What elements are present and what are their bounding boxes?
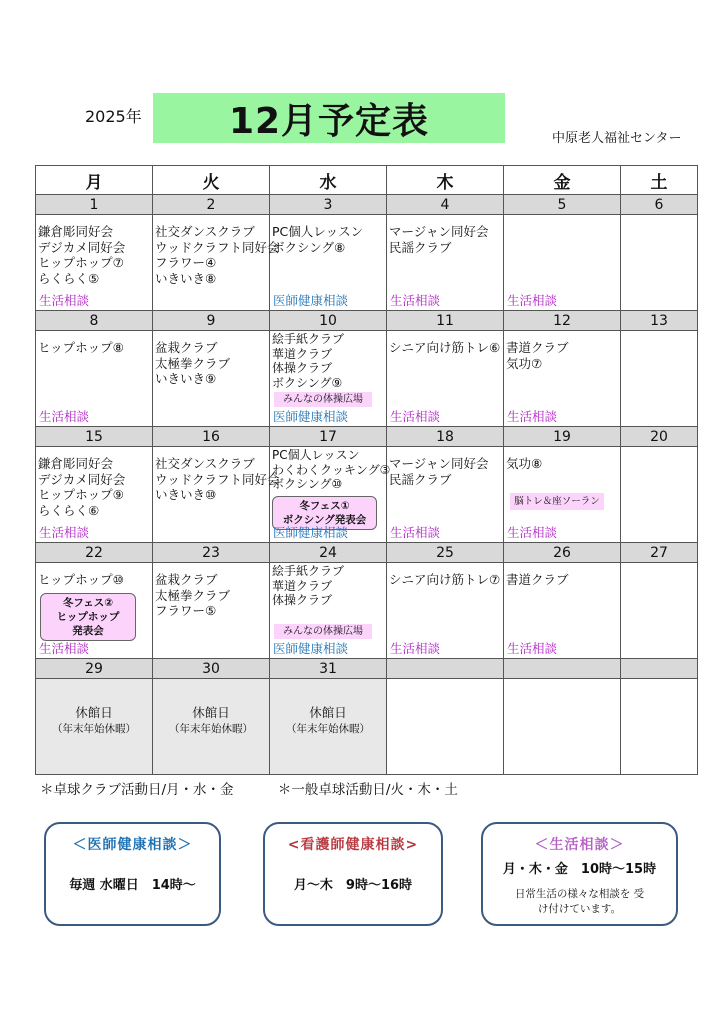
day-cell-tue	[153, 331, 270, 427]
activity-list	[504, 563, 620, 588]
day-cell-thu	[387, 563, 504, 659]
date-number-wed: 31	[270, 659, 387, 679]
date-number-fri: 26	[504, 543, 621, 563]
day-cell-fri	[504, 215, 621, 311]
day-cell-wed	[270, 215, 387, 311]
day-cell-tue	[153, 447, 280, 543]
life-consultation-box	[481, 822, 678, 926]
date-number-wed: 10	[270, 311, 387, 331]
closed-notice	[270, 679, 386, 737]
activity-item: いきいき⑧	[155, 270, 217, 286]
activity-list	[621, 331, 697, 340]
date-number-thu	[387, 659, 504, 679]
calendar-table	[35, 165, 698, 775]
doctor-consultation-label: 医師健康相談	[273, 408, 349, 424]
activity-list	[270, 331, 386, 390]
date-number-wed: 17	[270, 427, 387, 447]
activity-item: わくわくクッキング③	[272, 462, 391, 477]
date-number-fri	[504, 659, 621, 679]
activity-list	[36, 447, 152, 518]
activity-item: ボクシング⑩	[272, 477, 343, 491]
life-consultation-label: 生活相談	[390, 292, 441, 308]
weekday-mon: 月	[36, 166, 153, 195]
date-row	[36, 311, 698, 331]
activity-row	[36, 563, 698, 659]
date-row	[36, 543, 698, 563]
closed-notice	[36, 679, 152, 737]
date-number-tue: 16	[153, 427, 270, 447]
life-consultation-label: 生活相談	[39, 408, 90, 424]
activity-item: ボクシング⑧	[272, 239, 346, 255]
activity-item: ヒップホップ⑨	[38, 487, 124, 502]
day-cell-wed	[270, 679, 387, 775]
activity-row	[36, 447, 698, 543]
date-number-fri: 19	[504, 427, 621, 447]
activity-item: 絵手紙クラブ	[272, 332, 345, 346]
activity-item: 社交ダンスクラブ	[155, 456, 255, 471]
activity-item: 鎌倉彫同好会	[38, 456, 114, 471]
activity-list	[36, 215, 152, 286]
nurse-consultation-box	[263, 822, 443, 926]
special-event-line: 冬フェス①	[299, 500, 350, 512]
activity-item: いきいき⑨	[155, 371, 217, 386]
activity-list	[153, 331, 269, 387]
closed-reason: （年末年始休暇）	[286, 723, 370, 735]
activity-list	[621, 563, 697, 572]
activity-item: ボクシング⑨	[272, 375, 343, 390]
activity-item: 民謡クラブ	[389, 239, 452, 255]
life-consultation-title: ＜生活相談＞	[534, 837, 625, 853]
date-number-mon: 8	[36, 311, 153, 331]
page-title: 12月予定表	[153, 93, 505, 143]
activity-list	[270, 563, 386, 608]
day-cell-mon	[36, 215, 153, 311]
date-number-wed: 24	[270, 543, 387, 563]
date-number-thu: 25	[387, 543, 504, 563]
event-tag: 脳トレ＆座ソーラン	[510, 493, 604, 510]
date-number-thu: 18	[387, 427, 504, 447]
activity-row	[36, 331, 698, 427]
doctor-consultation-label: 医師健康相談	[273, 292, 349, 308]
doctor-consultation-label: 医師健康相談	[273, 640, 349, 656]
activity-list	[621, 447, 697, 456]
special-event-line: ヒップホップ	[56, 611, 120, 623]
activity-list	[504, 447, 620, 472]
weekday-fri: 金	[504, 166, 621, 195]
closed-label: 休館日	[75, 705, 113, 720]
day-cell-mon	[36, 331, 153, 427]
activity-list	[621, 679, 697, 688]
day-cell-wed	[270, 563, 387, 659]
day-cell-fri	[504, 447, 621, 543]
organization-name: 中原老人福祉センター	[552, 131, 682, 146]
weekday-thu: 木	[387, 166, 504, 195]
day-cell-sat	[621, 563, 698, 659]
activity-item: デジカメ同好会	[38, 239, 126, 255]
activity-item: 体操クラブ	[272, 593, 333, 607]
activity-list	[153, 447, 280, 503]
activity-list	[621, 215, 697, 224]
activity-list	[387, 679, 503, 688]
day-cell-fri	[504, 563, 621, 659]
day-cell-sat	[621, 215, 698, 311]
nurse-consultation-title: <看護師健康相談>	[287, 837, 419, 853]
activity-item: ウッドクラフト同好会	[155, 471, 280, 487]
table-tennis-notes	[40, 778, 498, 798]
activity-list	[504, 679, 620, 688]
date-number-sat: 27	[621, 543, 698, 563]
general-table-tennis-note: ＊一般卓球活動日/火・木・土	[277, 782, 458, 798]
day-cell-tue	[153, 215, 280, 311]
special-event-box	[40, 593, 136, 641]
activity-list	[387, 331, 503, 356]
date-number-tue: 30	[153, 659, 270, 679]
activity-list	[387, 563, 503, 588]
life-consultation-label: 生活相談	[507, 292, 558, 308]
life-consultation-label: 生活相談	[39, 292, 90, 308]
date-number-mon: 22	[36, 543, 153, 563]
activity-item: 盆栽クラブ	[155, 572, 218, 587]
activity-list	[270, 447, 391, 492]
activity-item: ヒップホップ⑦	[38, 255, 124, 270]
doctor-consultation-box	[44, 822, 221, 926]
doctor-consultation-title: ＜医師健康相談＞	[72, 837, 193, 853]
life-consultation-label: 生活相談	[507, 524, 558, 540]
activity-item: 華道クラブ	[272, 578, 333, 593]
activity-item: 民謡クラブ	[389, 471, 452, 487]
activity-list	[387, 215, 503, 255]
activity-item: フラワー⑤	[155, 603, 217, 618]
doctor-consultation-label: 医師健康相談	[273, 524, 349, 540]
day-cell-fri	[504, 331, 621, 427]
activity-item: 鎌倉彫同好会	[38, 224, 114, 239]
date-number-mon: 29	[36, 659, 153, 679]
day-cell-tue	[153, 563, 270, 659]
activity-list	[153, 563, 269, 619]
table-tennis-club-note: ＊卓球クラブ活動日/月・水・金	[40, 782, 234, 798]
activity-item: 盆栽クラブ	[155, 340, 218, 355]
activity-list	[504, 331, 620, 371]
life-consultation-label: 生活相談	[390, 524, 441, 540]
date-number-thu: 11	[387, 311, 504, 331]
life-consultation-hours: 月・木・金 10時～15時	[502, 862, 657, 877]
day-cell-wed	[270, 331, 387, 427]
date-row	[36, 195, 698, 215]
date-number-wed: 3	[270, 195, 387, 215]
activity-item: 太極拳クラブ	[155, 355, 231, 371]
date-number-tue: 23	[153, 543, 270, 563]
day-cell-thu	[387, 215, 504, 311]
date-number-tue: 9	[153, 311, 270, 331]
date-number-fri: 5	[504, 195, 621, 215]
activity-item: 絵手紙クラブ	[272, 564, 345, 578]
activity-row	[36, 679, 698, 775]
closed-reason: （年末年始休暇）	[169, 723, 253, 735]
day-cell-mon	[36, 447, 153, 543]
day-cell-sat	[621, 331, 698, 427]
life-consultation-label: 生活相談	[39, 524, 90, 540]
activity-item: 書道クラブ	[506, 572, 569, 587]
activity-item: 華道クラブ	[272, 346, 333, 361]
activity-item: ヒップホップ⑩	[38, 572, 124, 587]
day-cell-thu	[387, 331, 504, 427]
activity-item: ウッドクラフト同好会	[155, 239, 280, 255]
weekday-sat: 土	[621, 166, 698, 195]
day-cell-fri	[504, 679, 621, 775]
activity-item: PC個人レッスン	[272, 224, 364, 239]
closed-label: 休館日	[309, 705, 347, 720]
date-number-thu: 4	[387, 195, 504, 215]
activity-item: デジカメ同好会	[38, 471, 126, 487]
life-consultation-label: 生活相談	[507, 640, 558, 656]
date-number-sat: 20	[621, 427, 698, 447]
activity-item: フラワー④	[155, 255, 217, 270]
activity-item: らくらく⑥	[38, 502, 100, 518]
activity-item: マージャン同好会	[389, 456, 489, 471]
closed-reason: （年末年始休暇）	[52, 723, 136, 735]
closed-notice	[153, 679, 269, 737]
special-event-line: ボクシング発表会	[282, 514, 367, 526]
date-number-mon: 15	[36, 427, 153, 447]
weekday-tue: 火	[153, 166, 270, 195]
date-number-tue: 2	[153, 195, 270, 215]
special-event-line: 冬フェス②	[62, 597, 114, 609]
event-tag: みんなの体操広場	[274, 392, 372, 407]
activity-item: 社交ダンスクラブ	[155, 224, 255, 239]
activity-list	[270, 215, 386, 255]
activity-item: シニア向け筋トレ⑦	[389, 572, 501, 587]
activity-list	[36, 331, 152, 356]
activity-item: らくらく⑤	[38, 270, 100, 286]
activity-row	[36, 215, 698, 311]
weekday-header-row	[36, 166, 698, 195]
activity-item: 気功⑧	[506, 456, 543, 471]
closed-label: 休館日	[192, 705, 230, 720]
activity-list	[153, 215, 280, 286]
activity-list	[387, 447, 503, 487]
activity-item: いきいき⑩	[155, 487, 217, 502]
date-number-sat	[621, 659, 698, 679]
life-consultation-label: 生活相談	[507, 408, 558, 424]
day-cell-sat	[621, 447, 698, 543]
activity-item: 体操クラブ	[272, 361, 333, 375]
life-consultation-label: 生活相談	[390, 640, 441, 656]
date-number-mon: 1	[36, 195, 153, 215]
year-label: 2025年	[85, 107, 142, 126]
day-cell-sat	[621, 679, 698, 775]
life-consultation-label: 生活相談	[390, 408, 441, 424]
doctor-consultation-hours: 毎週 水曜日 14時～	[69, 878, 196, 893]
event-tag: みんなの体操広場	[274, 624, 372, 639]
date-number-fri: 12	[504, 311, 621, 331]
activity-item: 太極拳クラブ	[155, 587, 231, 603]
date-row	[36, 427, 698, 447]
life-consultation-note: 日常生活の様々な相談を 受け付けています。	[514, 888, 645, 915]
weekday-wed: 水	[270, 166, 387, 195]
day-cell-mon	[36, 563, 153, 659]
day-cell-tue	[153, 679, 270, 775]
day-cell-thu	[387, 447, 504, 543]
activity-list	[504, 215, 620, 224]
activity-item: シニア向け筋トレ⑥	[389, 340, 501, 355]
activity-item: 書道クラブ	[506, 340, 569, 355]
activity-item: 気功⑦	[506, 355, 543, 371]
date-number-sat: 13	[621, 311, 698, 331]
activity-item: PC個人レッスン	[272, 448, 360, 462]
day-cell-thu	[387, 679, 504, 775]
activity-list	[36, 563, 152, 588]
date-row	[36, 659, 698, 679]
nurse-consultation-hours: 月～木 9時～16時	[293, 878, 413, 893]
date-number-sat: 6	[621, 195, 698, 215]
life-consultation-label: 生活相談	[39, 640, 90, 656]
day-cell-wed	[270, 447, 391, 543]
day-cell-mon	[36, 679, 153, 775]
special-event-line: 発表会	[72, 625, 104, 637]
activity-item: マージャン同好会	[389, 224, 489, 239]
activity-item: ヒップホップ⑧	[38, 340, 124, 355]
